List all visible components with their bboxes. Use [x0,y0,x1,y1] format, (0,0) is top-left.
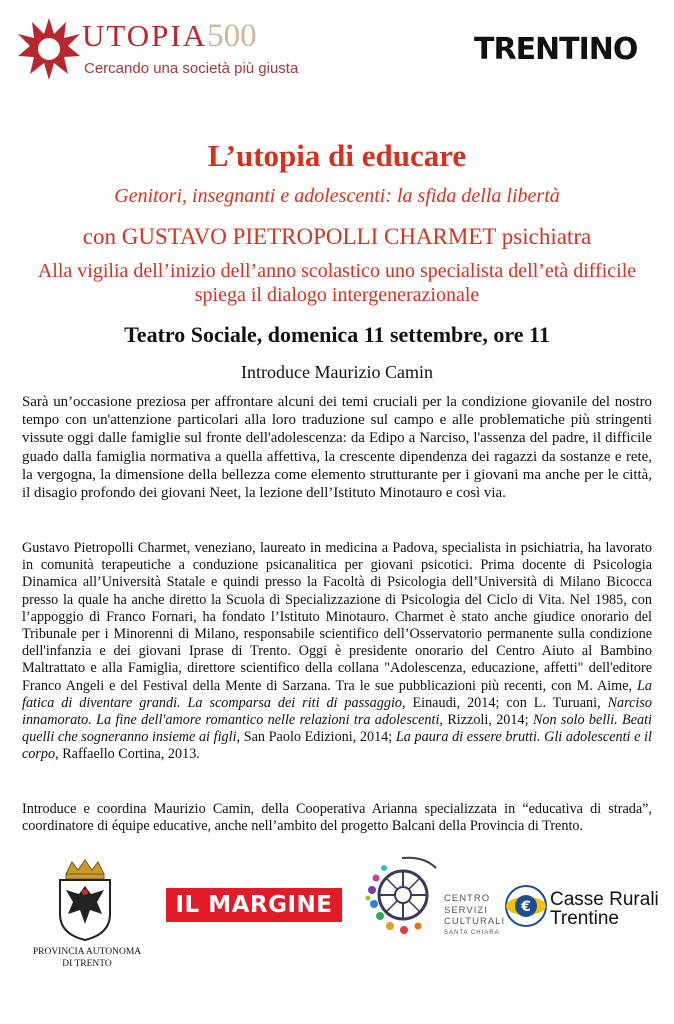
utopia-wordmark: UTOPIA500 [82,18,257,54]
event-intro-line2: spiega il dialogo intergenerazionale [194,284,480,306]
casse-rurali-label: Casse Rurali Trentine [550,889,659,929]
utopia-tagline: Cercando una società più giusta [84,60,299,77]
colorful-dot-circle-icon [362,854,444,936]
crowned-eagle-crest-icon [54,858,116,942]
red-star-burst-icon [16,16,82,82]
svg-text:€: € [521,899,531,915]
event-speaker: con GUSTAVO PIETROPOLLI CHARMET psichiatra [82,224,592,249]
event-title: L’utopia di educare [207,138,467,173]
utopia-number: 500 [207,18,257,54]
csc-label: CENTRO SERVIZI CULTURALI SANTA CHIARA [444,893,506,936]
trentino-logo: TRENTINO [474,32,638,67]
coordinator-paragraph: Introduce e coordina Maurizio Camin, della Cooperativa Arianna specializzata in “educativa di strada”, coordinatore di équipe educative, anche nell’ambito del progetto Balcani della Provincia di Trento. [22,801,652,835]
description-paragraph: Sarà un’occasione preziosa per affrontare alcuni dei temi cruciali per la condizione giovanile del nostro tempo con un'attenzione particolari alla loro traduzione sul campo e alle problematiche più stringenti vissute oggi dalle famiglie sul fronte dell'adolescenza: da Edipo a Narciso, l'assenza del padre, il difficile guado dalla famiglia normativa a quella affettiva, la crescente dipendenza dei ragazzi da sostanze e rete, la vergogna, la dimensione della bellezza come elemento strutturante per i giovani ma anche per le città, il disagio profondo dei giovani Neet, la lezione dell’Istituto Minotauro e così via. [22,394,652,502]
biography-paragraph: Gustavo Pietropolli Charmet, veneziano, laureato in medicina a Padova, specialista in psichiatria, ha lavorato in comunità terapeutiche a conduzione psicanalitica per giovani psicotici. Prima docente di Psicologia Dinamica all’Università Statale e quindi presso la Facoltà di Psicologia dell’Università di Milano Bicocca presso la quale ha anche diretto la Scuola di Specializzazione di Psicologia del Ciclo di Vita. Nel 1985, con l’appoggio di Franco Fornari, ha fondato l’Istituto Minotauro. Charmet è stato anche giudice onorario del Tribunale per i Minorenni di Milano, responsabile scientifico dell’Osservatorio permanente sulla condizione dell'infanzia e dei giovani Iprase di Trento. Oggi è presidente onorario del Centro Aiuto al Bambino Maltrattato e alla Famiglia, direttore scientifico della collana "Adolescenza, educazione, affetti" dell'editore Franco Angeli e del Festival della Mente di Sarzana. Tra le sue pubblicazioni più recenti, con M. Aime, La fatica di diventare grandi. La scomparsa dei riti di passaggio, Einaudi, 2014; con L. Turuani, Narciso innamorato. La fine dell'amore romantico nelle relazioni tra adolescenti, Rizzoli, 2014; Non solo belli. Beati quelli che sogneranno insieme ai figli, San Paolo Edizioni, 2014; La paura di essere brutti. Gli adolescenti e il corpo, Raffaello Cortina, 2013. [22,540,652,763]
csc-emblem [362,854,444,936]
casse-rurali-emblem-icon [504,884,548,928]
event-subtitle: Genitori, insegnanti e adolescenti: la sfida della libertà [114,185,560,207]
event-introducer: Introduce Maurizio Camin [241,362,433,382]
il-margine-logo: IL MARGINE [166,888,342,922]
event-intro-line1: Alla vigilia dell’inizio dell’anno scolastico uno specialista dell’età difficile [37,260,637,282]
event-intro [0,259,674,307]
casse-rurali-emblem [504,884,548,928]
event-venue: Teatro Sociale, domenica 11 settembre, ore 11 [124,322,550,347]
provincia-crest [54,858,116,942]
provincia-label: PROVINCIA AUTONOMA DI TRENTO [32,947,142,969]
